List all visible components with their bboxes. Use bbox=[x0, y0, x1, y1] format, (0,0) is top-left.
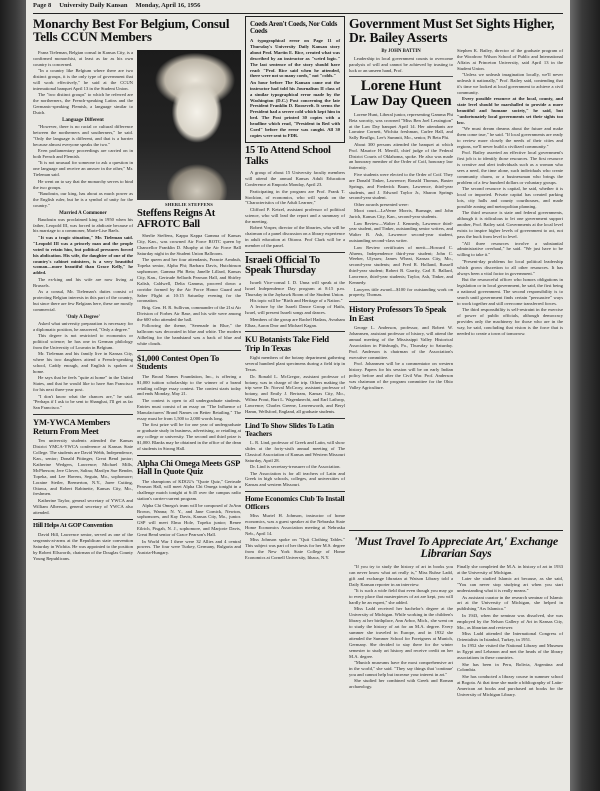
scan-edge-right bbox=[570, 0, 600, 791]
divider bbox=[245, 418, 345, 419]
paragraph: Dr. Ronald L. McGregor, assistant professor of botany, was in charge of the trip. Others making the trip were Dr. Norval McCrory, assistant professor of botany, and Emily J. Bertram, Kansas City, Mo., Wilma Prout, Burt L. Wagenknecht, and Earl Lathrop, Lawrence; Charles Greene, Leavenworth, and Beryl Hamn, Wellsford, England, all graduate students. bbox=[245, 373, 345, 415]
paragraph: Miss Muriel H. Johnson, instructor of home economics, was a guest speaker at the Nebraska State Home Economics Association meeting at Nebraska Neb., April 14. bbox=[245, 513, 345, 536]
column-5 bbox=[457, 48, 563, 528]
paragraph: Participating in the program are Prof. Frank T. Stockton, of economics, who will speak on the "Characteristics of the Adult Learner," bbox=[245, 188, 345, 206]
lorene-hunt-headline: Lorene Hunt Law Day Queen bbox=[350, 77, 452, 109]
monarchy-headline: Monarchy Best For Belgium, Consul Tells CCUN Members bbox=[33, 16, 230, 44]
paragraph: "It was a tragic situation," Mr. Tieleman said. "Leopold III was a princely man and the people voted to retain him, but political pressures forced his abdication. His wife, the daughter of one of the country's cabinet ministers, is a very beautiful woman—more beautiful than Grace Kelly," he added. bbox=[33, 234, 133, 276]
divider bbox=[245, 252, 345, 253]
quote-quiz-headline: Alpha Chi Omega Meets GSP Hall In Quote Quiz bbox=[137, 457, 240, 476]
paragraph: She studied her combined with Greek and Roman archaeology. bbox=[349, 678, 453, 690]
paragraph: His topic will be "Birth and Heritage of a Nation." bbox=[250, 297, 343, 303]
paragraph: The ex-king and his wife are now living at Brussels. bbox=[33, 276, 133, 288]
government-headline: Government Must Set Sights Higher, Dr. Bailey Asserts bbox=[349, 16, 555, 45]
column-4 bbox=[349, 48, 453, 528]
paragraph: Lorene Hunt, Liberal junior, representing Gamma Phi Beta sorority, was crowned "Miss Ben Joel Lessington" at the Law Day banquet April 14. Her attendants are Larraine Cornett, Wichita freshman, Carlee Hall, and Sally Beuflgo, Lee's Summit, Mo., senior, Pi Beta Phi. bbox=[349, 111, 453, 141]
paragraph: The contest is open to all undergraduate students. Entries must consist of an essay on "The Influence of Manufacturers' Brand Names on Better Retailing." The essay must be from 1,500 to 2,000 words long. bbox=[137, 397, 241, 421]
paragraph: "All three resources involve a substantial administrative overhaul," he said. "We just have to be willing to take it." bbox=[457, 240, 563, 258]
paragraph: The Association is for all teachers of Latin and Greek in high schools, colleges, and universities of Kansas and western Missouri. bbox=[245, 470, 345, 488]
divider bbox=[33, 519, 133, 520]
paragraph: A group of about 15 University faculty members will attend the annual Kansas Adult Education Conference at Emporia Monday, April 23. bbox=[245, 170, 345, 188]
paragraph: Brig. Gen. H. R. Sullivan, commander of the 21st Air Division of Forbes Air Base, and his wife were among the 600 who attended the ball. bbox=[137, 304, 241, 322]
paragraph: This degree is not restricted to economics or political science; he has one in German philology from the University of Louvain in Belgium. bbox=[33, 332, 133, 350]
paragraph: About 300 persons attended the banquet at which Prof. Maurice H. Merrill, chief judge of the Federal District Courts of Oklahoma, spoke. He also was made an honorary member of the Order of Coif, honorary law fraternity. bbox=[349, 141, 453, 171]
school-talks-headline: 15 To Attend School Talks bbox=[245, 145, 331, 167]
paper-name: University Daily Kansan bbox=[59, 2, 128, 9]
paragraph: George L. Anderson, professor, and Robert W. Johannsen, assistant professor of history, will attend the annual meeting of the Mississippi Valley Historical Association in Pittsburgh, Pa., Thursday to Saturday. Prof. Anderson is chairman of the Association's executive committee. bbox=[349, 325, 453, 360]
coeds-headline: Coeds Aren't Coeds, Nor Colds Coeds bbox=[250, 20, 338, 35]
paragraph: He says that he feels "quite at home" in the United States, and that he would like to have San Francisco for his next three-year post. bbox=[33, 375, 133, 393]
paragraph: Franz Tieleman, Belgian consul in Kansas City, is a confirmed monarchist, at least as far as his own country is concerned. bbox=[33, 50, 133, 67]
monarchy-story bbox=[33, 50, 133, 791]
column-2 bbox=[137, 50, 241, 791]
paragraph: She has conducted a library course in summer school at Bogota. At that time she made a bibliography of Latin-American art books and purchased art books for the University of Michigan Library. bbox=[457, 673, 563, 697]
lind-headline: Lind To Show Slides To Latin Teachers bbox=[245, 421, 334, 438]
divider bbox=[245, 491, 345, 492]
paragraph: The first prize will be for one year of undergraduate or graduate study in business, advertising, or retailing at any college or university. The second and third prize is $1,000. Blanks may be obtained in the office of the dean of students in Strong Hall. bbox=[137, 421, 242, 451]
paragraph: "Unless we unleash imagination locally, we'll never unleash it nationally," Prof. Bailey said, contending that it's time we looked at local government to achieve a civil community. bbox=[457, 72, 563, 95]
paragraph: In 1952 she visited the National Library and Museum in Egypt and Lebanon and met the heads of the library associations in these countries. bbox=[457, 643, 563, 661]
contest-headline: $1,000 Contest Open To Students bbox=[137, 352, 220, 372]
art-column-left bbox=[349, 564, 453, 791]
paragraph: "If you try to study the history of art in books you can never know what art really is," Miss Ruhse Ladd, gift and exchange librarian at Watson Library told a Daily Kansan reporter in an interview. bbox=[349, 564, 453, 587]
paragraph: Moot court—LaVerne Morris, Burnage, and John Jurich, Kansas City, Kan., second-year students. bbox=[349, 208, 453, 220]
paragraph: Leadership in local government counts to overcome paralysis of will and cannot be achieved by trusting to luck or an unseen hand, Prof. bbox=[349, 56, 453, 73]
paragraph: Finally she completed the M.A. in history of art in 1933 at the University of Michigan. bbox=[457, 564, 563, 575]
paragraph: David Hill, Lawrence senior, served as one of the sergeants-at-arms at the Republican state convention Saturday in Wichita. He was appointed to the position by Robert Ellsworth, chairman of the Douglas County Young Republicans. bbox=[33, 532, 133, 561]
paragraph: "In a country like Belgium where there are two distinct groups, it is the only type of government that will work effectively," he said at the CCUN international banquet April 13 in the Student Union. bbox=[33, 68, 133, 91]
page-columns bbox=[33, 16, 563, 791]
paragraph: "Munich museums have the most comprehensive art in the world," she said. "They say things that 'continue' you and cannot help but increase your interest in art." bbox=[349, 660, 453, 677]
paragraph: Even parliamentary proceedings are carried on in both French and Flemish. bbox=[33, 148, 133, 159]
paragraph: A lecture by the Israeli Dance Group of Haifa, Israel, will present Israeli songs and dances. bbox=[245, 304, 345, 316]
paragraph: "It is such a wide field that even though you may go to every place that masterpieces of art are kept, you will hardly be an expert," she added. bbox=[349, 588, 453, 605]
paragraph: Members of the group are Rachel Hadass, Avraham Elbaz, Aaron Dror and Michael Kagan. bbox=[245, 316, 345, 328]
scan-edge-left bbox=[0, 0, 26, 791]
paragraph: Eight members of the botany department gathering several hundred plant specimens during a field trip in Texas. bbox=[245, 355, 345, 373]
paragraph: A typographical error on Page 11 of Thursday's University Daily Kansan story about Prof. Martin E. Rice, created what was described by an instructor as "weird logic." The last sentence of the story should have read: "Prof. Rice said when he attended, there were not so many coeds," not "colds." bbox=[250, 38, 340, 79]
paragraph: Miss Ladd received her bachelor's degree at the University of Michigan. While working in the children's library at her birthplace, Ann Arbor, Mich., she went on to study the history of art for an M.A. degree. Every summer she traveled in Europe, and in 1932 she attended the Summer School for Foreigners at Munich, Germany. She decided to stay there for the winter semester to study art history and receive credit on her M.A. degree. bbox=[349, 606, 453, 659]
paragraph: The third responsibility is self-restraint in the exercise of power of public officials, although democracy provides only the machinery for those who are in the way, he said, concluding that vision is the force that is needed to create a town of tomorrow. bbox=[457, 306, 563, 336]
subhead: Language Different bbox=[62, 117, 104, 123]
art-column-right bbox=[457, 564, 563, 791]
paragraph: Prof. Johannsen will be a commentator on western history. Papers for his session will be on early Indian policy before and after the Civil War. Prof. Anderson was chairman of the program committee for the Ohio Valley Agriculture. bbox=[349, 361, 453, 390]
paragraph: But the resourceful officer who honors obligations in legislation or in local government, he said, the first being a national government. The second responsibility is to search until government finds certain "persuasive" ways to work together and still overcome transferred forces. bbox=[457, 276, 563, 306]
paragraph: Prof. Bailey asserted an effective local government's first job is to identify those resources. The first resource is creative and alert individuals such as a woman who sees a need, the time alone, such individuals who create community charm, or a businessman who brings the problem of a few hundred dollars or voluntary groups. bbox=[457, 150, 563, 185]
art-story bbox=[349, 530, 563, 562]
paragraph: "However, there is no racial or cultural difference between the northerners and southerners," he said. "Only the language is different, and that is a barrier because almost everyone speaks the two." bbox=[33, 123, 133, 147]
divider bbox=[349, 76, 453, 77]
home-ec-headline: Home Economics Club To Install Officers bbox=[245, 494, 345, 511]
column-3 bbox=[245, 16, 345, 791]
paragraph: Miss Ladd attended the International Congress of Orientalists in Istanbul, Turkey, in 1951. bbox=[457, 630, 563, 642]
paragraph: The queen and her four attendants, Francie Armbuh, Topeka senior, Alpha Phi; Barbara Davis, Hutchinson sophomore, Gamma Phi Beta; Janelle Lillard, Kansas City, Kan., Gertrude Sellards Pearson Hall, and Shirley Kalish, Caldwell, Delta Gamma, proceed down a corridor formed by the Air Force Honor Guard and Saber Flight at 10:15 Saturday evening for the coronation. bbox=[137, 257, 241, 304]
paragraph: The third resource is state and federal governments, although it is ridiculous to let one government support another, Prof. Bailey said. Governments at the local level exists to inspire higher levels of government to act, not pass the buck from level to level. bbox=[457, 210, 563, 240]
paragraph: Sherlie Steffens, Kappa Kappa Gamma of Kansas City, Kan., was crowned Air Force ROTC queen by Chancellor Franklin D. Murphy at the Air Force Ball Saturday night in the Student Union Ballroom. bbox=[137, 233, 241, 256]
paragraph: Robert Vosper, director of the libraries, who will be chairman of a panel discussion on a library experience in adult education at Ottawa. Prof Clark will be a member of the panel. bbox=[245, 225, 346, 248]
gop-headline: Hill Helps At GOP Convention bbox=[33, 521, 113, 529]
paragraph: "We must dream dreams about the future and make them come true," he said. "If local governments are ready to review more closely the needs of their cities and regions, we'll never build a civilized community." bbox=[457, 126, 563, 149]
divider bbox=[137, 455, 241, 456]
paragraph: Mr. Tieleman and his family live in Kansas City, where his two daughters attend a French-speaking school, Caddy enough, and English is spoken at home. bbox=[33, 351, 133, 374]
israeli-headline: Israeli Official To Speak Thursday bbox=[245, 254, 320, 277]
paragraph: "I don't know what the chances are," he said. "Perhaps if I ask to be sent to Shanghai, I'll get as far San Francisco." bbox=[33, 393, 133, 411]
government-banner bbox=[349, 16, 563, 47]
paragraph: As a consul, Mr. Tieleman's duties consist of protecting Belgian interests in this part of the country, but since there are few Belgians here, these are mostly commercial. bbox=[33, 289, 134, 312]
subhead: 'Only A Degree' bbox=[66, 314, 100, 320]
paragraph: The "two distinct groups" to which he referred are the northerners, the French-speaking Latins and the Germanic-speaking Flemish, a language similar to Dutch. bbox=[33, 92, 133, 116]
steffens-headline: Steffens Reigns At AFROTC Ball bbox=[137, 208, 216, 230]
paragraph: Ten university students attended the Kansas District YMCA-YWCA conference at Kansas State College. The students are David Webb, Independence, Kan., senior; Donald Pittinger, Great Bend junior; Katherine Wedgers, Lawrence; Michael Mills, McPherson; Jere Glover, Salina; Marilyn Sue Bender, Topeka, and Lee Havens, Seguin, Mo., sophomore; Loraine Stetler, Bremerton, N.Y., Jaree Cutting, Ottawa, and Robert Rabinette, Kansas City, Mo., freshmen. bbox=[33, 438, 133, 497]
paragraph: L. R. Lind, professor of Greek and Latin, will show slides at the forty-sixth annual meeting of The Classical Association of Kansas and Western Missouri Saturday, April 28. bbox=[245, 440, 345, 463]
paragraph: The champions of KDGU's "Quote Quiz," Gertrude Pearson Hall, will meet Alpha Chi Omega tonight in a challenge match tonight at 6:45 over the campus radio station's carrier-current program. bbox=[137, 478, 241, 502]
divider bbox=[349, 301, 453, 302]
divider bbox=[245, 331, 345, 332]
paragraph: "Present-day problems for local political leadership which grows discretion to all other resources. It has always been a vital factor in government." bbox=[457, 258, 563, 276]
paragraph: In World War I there were 32 Allies and 4 central powers. The four were Turkey, Germany, Bulgaria and Austria-Hungary. bbox=[137, 538, 241, 556]
correction-box bbox=[245, 16, 345, 143]
paragraph: "Baudouin, our king, has about as much power as the English ruler, but he is a symbol of unity for the country." bbox=[33, 190, 133, 208]
photo-caption: SHERLIE STEFFENS bbox=[164, 202, 213, 207]
paragraph: Law Review certificates of merit—Howard C. Ahrens, Independence third-year student; John C. Weeber, Ulysses; James Wheat, Kansas City, Mo., second-year students; and Fred R. Holland, Russell third-year student; Robert B. Garrity, Carl E. Ballard, Lawrence, third-year students; Taylor, Ash, Tinker, and Kennedy. bbox=[349, 244, 453, 286]
paragraph: Other awards presented were: bbox=[354, 201, 409, 207]
byline: By JOHN BATTIN bbox=[381, 49, 421, 54]
divider bbox=[33, 414, 133, 415]
paragraph: In 1943, when the seminar was dissolved, she was employed by the Nelson Gallery of Art in Kansas City, Mo., as librarian and reviewer. bbox=[457, 612, 563, 630]
page-number: Page 8 bbox=[33, 2, 52, 9]
newspaper-page bbox=[26, 0, 570, 791]
paragraph: "It is not unusual for someone to ask a question in one language and receive an answer in the other," Mr. Tieleman said. bbox=[33, 160, 133, 178]
paragraph: Lawyers title award—$100 for outstanding work on property, Thomas. bbox=[349, 286, 453, 298]
botanists-headline: KU Botanists Take Field Trip In Texas bbox=[245, 334, 329, 353]
paragraph: Katherine Taylor, general secretary of YWCA and William Alberson, general secretary of YWCA also attended. bbox=[33, 497, 133, 515]
paragraph: She has been in Peru, Bolivia, Argentina and Colombia. bbox=[457, 661, 563, 673]
paragraph: The Broad Names Foundation, Inc., is offering a $1,000 tuition scholarship to the winner of a brand retailing college essay contest. The contest starts today and ends Monday, May 21. bbox=[137, 373, 241, 397]
paragraph: The second resource is capital, he said, whether it is local or imported. Private capital has created parking lots, city halls and county courthouses, and made possible zoning and metropolitan planning. bbox=[457, 186, 563, 210]
issue-date: Monday, April 16, 1956 bbox=[135, 2, 201, 9]
paragraph: He went on to say that the monarchy serves to bind the two groups. bbox=[33, 178, 133, 190]
history-headline: History Professors To Speak In East bbox=[349, 304, 447, 323]
subhead: Married A Commoner bbox=[59, 210, 107, 216]
paragraph: Baudouin was proclaimed king in 1950 when his father, Leopold III, was forced to abdicate because of his marriage to a commoner, Marie-Lise Baels. bbox=[33, 216, 133, 234]
paragraph: Stephen K. Bailey, director of the graduate program of the Woodrow Wilson School of Public and International Affairs at Princeton University, said April 13 in the Student Union. bbox=[457, 48, 563, 71]
paragraph: Five students were elected to the Order of Coif. They are Donald Tinker, Lawrence; Ronald Thomas, Baxter Springs, and Frederick Bauer, Lawrence, third-year students, and J. Edward Taylor Jr., Sharon Springs second-year student. bbox=[349, 171, 453, 201]
paragraph: Clifford P. Ketzel, assistant professor of political science, who will lead the report and a summary of the meeting. bbox=[245, 206, 345, 224]
queen-portrait-photo bbox=[137, 50, 241, 200]
paragraph: As assistant curator in the research seminar of Islamic art at the University of Michigan, she helped in publishing "Ars Islamica." bbox=[457, 594, 563, 612]
paragraph: Asked what university preparation is necessary for a diplomatic position, he answered, "Only a degree." bbox=[33, 320, 133, 332]
paragraph: Alpha Chi Omega's team will be composed of JoAnn Brown, Wanna; N. Y., and Jane Cornick, Newton, sophomores, and Kay Davis, Kansas City, Mo., junior. GSP will meet Elma Hole, Topeka junior; Renee Eilrich, Pisgah, N. J., sophomore, and Marjorie Davis, Great Bend senior of Grace Pearson's Hall. bbox=[137, 502, 241, 538]
divider bbox=[137, 350, 241, 351]
art-headline: 'Must Travel To Appreciate Art,' Exchange Librarian Says bbox=[353, 534, 559, 560]
paragraph: An hour before The Kansan came out the instructor had told his Journalism II class of a similar typographical error made by the Washington (D.C.) Post concerning the late President Franklin D. Roosevelt. It seems the President had a severe cold which kept him in bed. The Post printed 30 copies with a headline which read, "President in Bed with Coed" before the error was caught. All 30 copies were sent to FDR. bbox=[250, 79, 340, 138]
ymca-headline: YM-YWCA Members Return From Meet bbox=[33, 417, 111, 436]
paragraph: Law Review—Walter J. Kennedy, Lawrence third-year student, and Tinker, outstanding senior writers, and Walter B. Ash, Lawrence second-year student, outstanding second-class writer. bbox=[349, 220, 453, 244]
paragraph: Every possible resource at the local, county, and state level should be marshalled to provide a more beautiful and humane society," he said, but "unfortunately local governments set their sights too low. bbox=[457, 96, 563, 125]
folio-line bbox=[33, 2, 563, 14]
paragraph: Dr. Lind is secretary-treasurer of the Association. bbox=[250, 464, 341, 470]
paragraph: Later she studied Islamic art because, as she said, "You can never stop studying art when you start understanding what it is really means." bbox=[457, 576, 563, 594]
paragraph: Following the theme, "Serenade in Blue," the ballroom was decorated in blue and white. The modern Ailbeling for the bandstand was a back of blue and white clouds. bbox=[137, 323, 241, 346]
paragraph: Israeli Vice-consul I. D. Unna will speak at the Israel Independence Day program at 8:15 p.m. Thursday in the Jayhawk Room of the Student Union. bbox=[245, 279, 345, 297]
paragraph: Miss Johnson spoke on "Quit Clothing Tables." This subject was part of her thesis for her M.S. degree from the New York State College of Home Economics at Cornell University, Ithaca, N.Y. bbox=[245, 537, 345, 561]
